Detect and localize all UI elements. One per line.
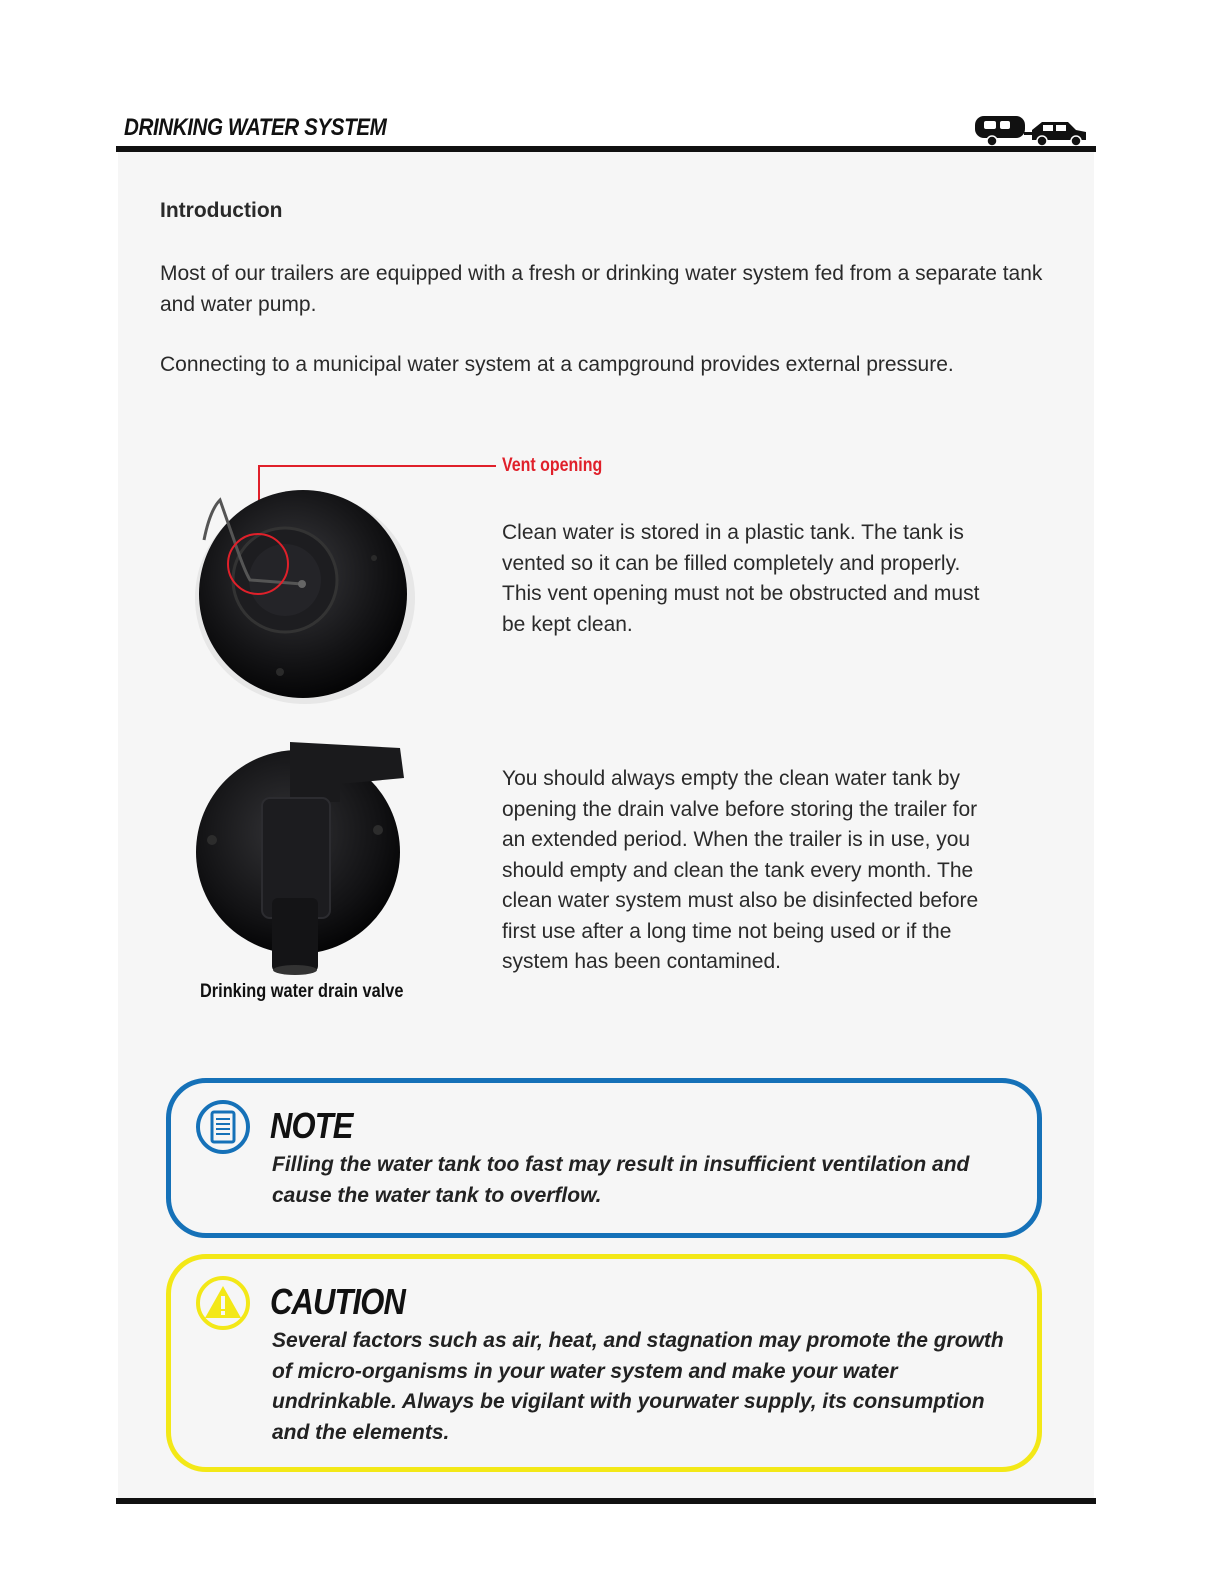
- vent-callout-line: [258, 465, 496, 467]
- page-header-title: DRINKING WATER SYSTEM: [124, 114, 387, 141]
- intro-heading: Introduction: [160, 199, 283, 222]
- note-icon: [194, 1098, 252, 1156]
- drain-valve-icon: [190, 738, 420, 978]
- vent-paragraph: Clean water is stored in a plastic tank. The tank is vented so it can be filled completely and properly. This vent opening must not be obstructed and must be kept clean.: [502, 521, 980, 636]
- drain-paragraph: You should always empty the clean water tank by opening the drain valve before storing the trailer for an extended period. When the trailer is in use, you should empty and clean the tank every month. The clean water system must also be disinfected before first use after a long time not being used or if the system has been contamined.: [502, 767, 979, 973]
- intro-paragraph-1: Most of our trailers are equipped with a fresh or drinking water system fed from a separate tank and water pump.: [160, 262, 1043, 316]
- intro-paragraph-2: Connecting to a municipal water system at a campground provides external pressure.: [160, 353, 954, 376]
- vent-opening-label: Vent opening: [502, 455, 603, 476]
- footer-rule: [116, 1498, 1096, 1504]
- caution-text: Several factors such as air, heat, and stagnation may promote the growth of micro-organisms in your water system and make your water undrinkable. Always be vigilant with yourwater supply, its consumption and the elements.: [272, 1329, 1004, 1444]
- drain-valve-caption: Drinking water drain valve: [200, 981, 404, 1002]
- warning-icon: [194, 1274, 252, 1332]
- water-fill-cap-icon: [190, 480, 430, 710]
- note-text: Filling the water tank too fast may result in insufficient ventilation and cause the water tank to overflow.: [272, 1153, 970, 1207]
- caution-title: CAUTION: [270, 1281, 406, 1322]
- note-title: NOTE: [270, 1105, 353, 1146]
- car-towing-trailer-icon: [972, 112, 1090, 150]
